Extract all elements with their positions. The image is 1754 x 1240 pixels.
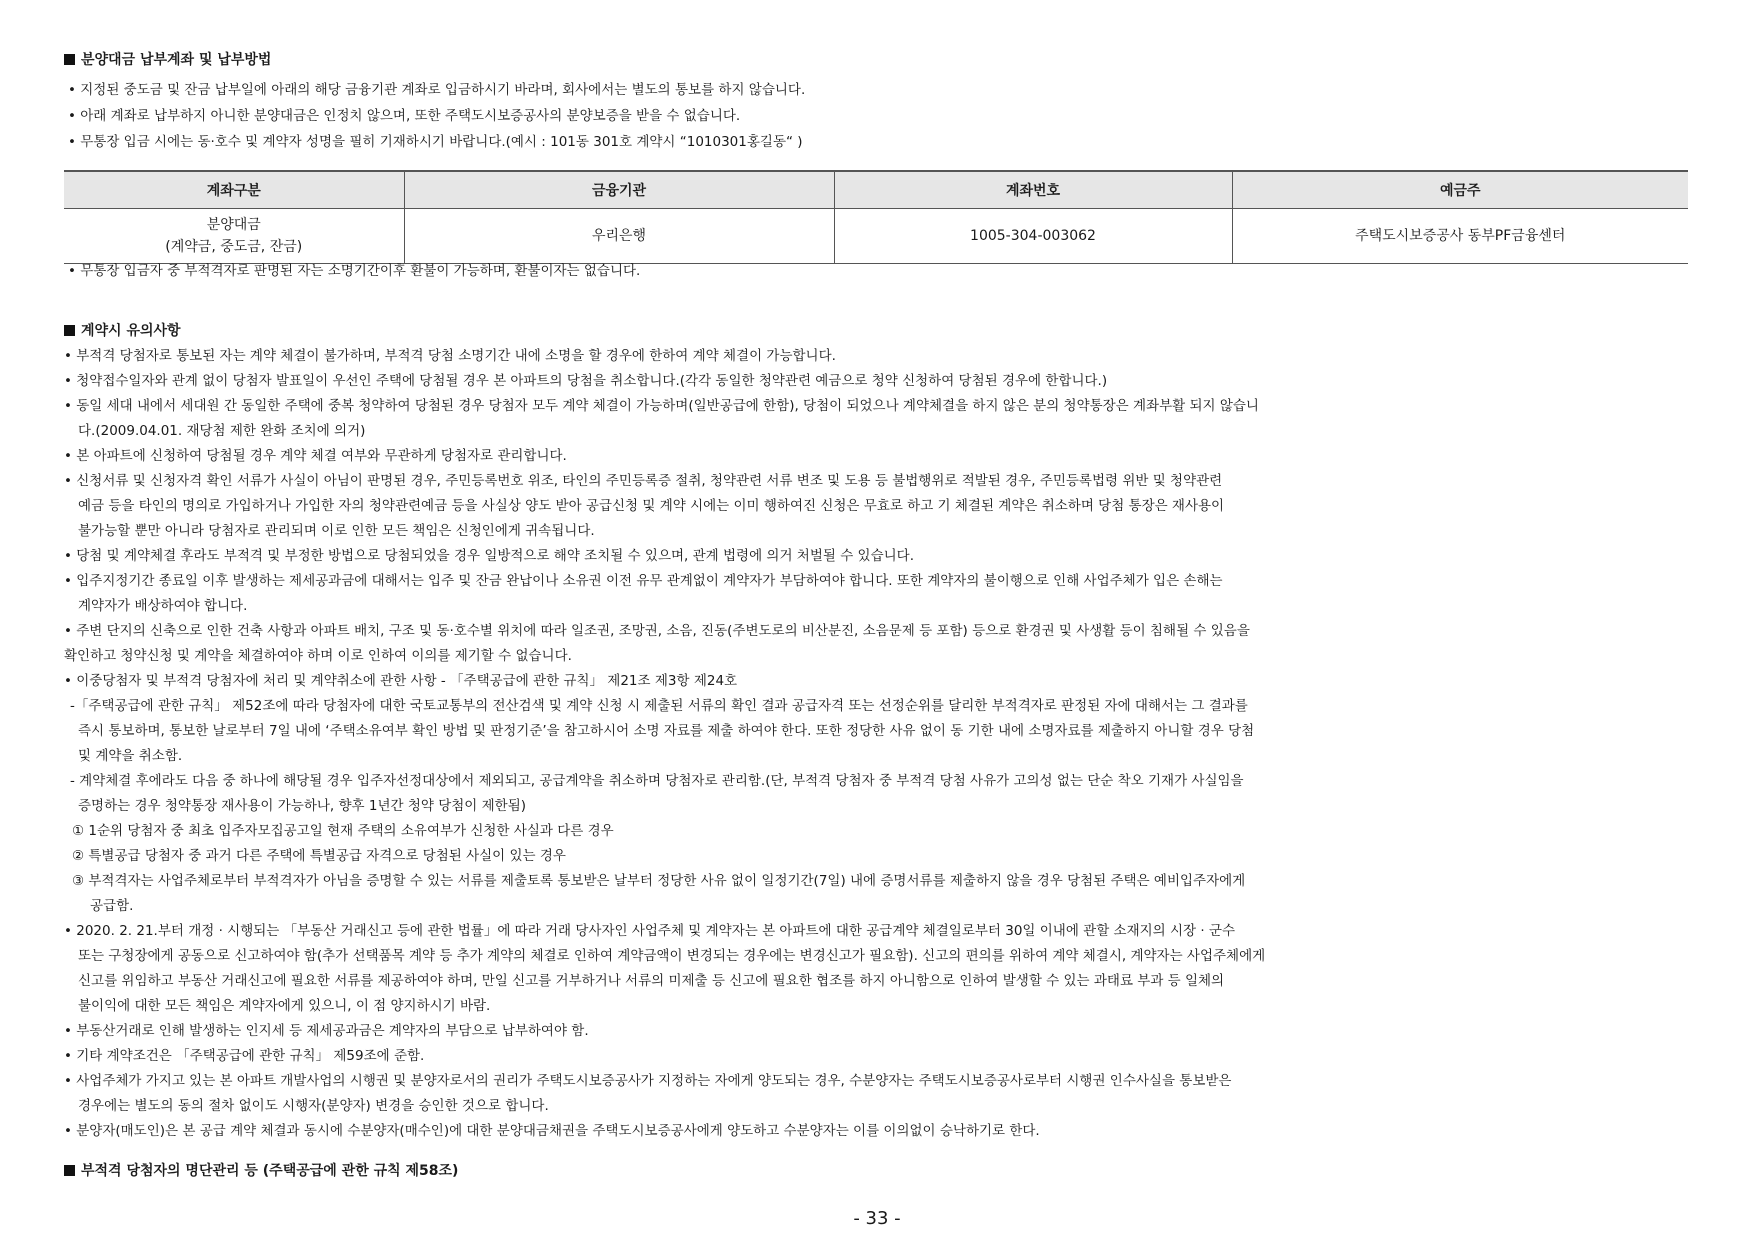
column-header: 금융기관	[404, 171, 834, 209]
account-number-cell: 1005-304-003062	[834, 209, 1232, 264]
bullet-line-continuation: 다.(2009.04.01. 재당첨 제한 완화 조치에 의거)	[78, 423, 366, 439]
dash-line-continuation: 증명하는 경우 청약통장 재사용이 가능하나, 향후 1년간 청약 당첨이 제한됨)	[78, 798, 526, 814]
bullet-line: • 아래 계좌로 납부하지 아니한 분양대금은 인정치 않으며, 또한 주택도시보증공사의 분양보증을 받을 수 없습니다.	[68, 108, 741, 124]
bullet-line: • 2020. 2. 21.부터 개정 · 시행되는 「부동산 거래신고 등에 관한 법률」에 따라 거래 당사자인 사업주체 및 계약자는 본 아파트에 대한 공급계약 체결일로부터 30일 이내에 관할 소재지의 시장 · 군수	[64, 923, 1236, 939]
dash-line-continuation: 즉시 통보하며, 통보한 날로부터 7일 내에 ‘주택소유여부 확인 방법 및 판정기준’을 참고하시어 소명 자료를 제출 하여야 한다. 또한 정당한 사유 없이 동 기한 내에 소명자료를 제출하지 아니할 경우 당첨	[78, 723, 1255, 739]
bullet-line: • 당첨 및 계약체결 후라도 부적격 및 부정한 방법으로 당첨되었을 경우 일방적으로 해약 조치될 수 있으며, 관계 법령에 의거 처벌될 수 있습니다.	[64, 548, 914, 564]
bullet-line: • 부동산거래로 인해 발생하는 인지세 등 제세공과금은 계약자의 부담으로 납부하여야 함.	[64, 1023, 589, 1039]
bank-cell: 우리은행	[404, 209, 834, 264]
account-type-cell	[64, 209, 404, 264]
table-row	[64, 209, 1688, 264]
dash-line: -「주택공급에 관한 규칙」 제52조에 따라 당첨자에 대한 국토교통부의 전산검색 및 계약 신청 시 제출된 서류의 확인 결과 공급자격 또는 선정순위를 달리한 부적격자로 판정된 자에 대해서는 그 결과를	[70, 698, 1248, 714]
section-heading-ineligible-winners	[64, 1162, 458, 1180]
section-heading-payment	[64, 51, 271, 69]
table-header-row	[64, 171, 1688, 209]
dash-line: - 계약체결 후에라도 다음 중 하나에 해당될 경우 입주자선정대상에서 제외되고, 공급계약을 취소하며 당첨자로 관리함.(단, 부적격 당첨자 중 부적격 당첨 사유가 고의성 없는 단순 착오 기재가 사실임을	[70, 773, 1244, 789]
account-holder-cell: 주택도시보증공사 동부PF금융센터	[1232, 209, 1688, 264]
bullet-line: • 이중당첨자 및 부적격 당첨자에 처리 및 계약취소에 관한 사항 - 「주택공급에 관한 규칙」 제21조 제3항 제24호	[64, 673, 738, 689]
bullet-line-continuation: 신고를 위임하고 부동산 거래신고에 필요한 서류를 제공하여야 하며, 만일 신고를 거부하거나 서류의 미제출 등 신고에 필요한 협조를 하지 아니함으로 인하여 발생할 수 있는 과태료 부과 등 일체의	[78, 973, 1225, 989]
numbered-item: ③ 부적격자는 사업주체로부터 부적격자가 아님을 증명할 수 있는 서류를 제출토록 통보받은 날부터 정당한 사유 없이 일정기간(7일) 내에 증명서류를 제출하지 않을 경우 당첨된 주택은 예비입주자에게	[72, 873, 1246, 889]
bullet-line: • 동일 세대 내에서 세대원 간 동일한 주택에 중복 청약하여 당첨된 경우 당첨자 모두 계약 체결이 가능하며(일반공급에 한함), 당첨이 되었으나 계약체결을 하지 않은 분의 청약통장은 계좌부활 되지 않습니	[64, 398, 1259, 414]
numbered-item-continuation: 공급함.	[90, 898, 134, 914]
bullet-line-continuation: 경우에는 별도의 동의 절차 없이도 시행자(분양자) 변경을 승인한 것으로 합니다.	[78, 1098, 549, 1114]
bullet-line-continuation: 확인하고 청약신청 및 계약을 체결하여야 하며 이로 인하여 이의를 제기할 수 없습니다.	[64, 648, 572, 664]
column-header: 예금주	[1232, 171, 1688, 209]
page-number: - 33 -	[853, 1208, 901, 1229]
bullet-line: • 주변 단지의 신축으로 인한 건축 사항과 아파트 배치, 구조 및 동·호수별 위치에 따라 일조권, 조망권, 소음, 진동(주변도로의 비산분진, 소음문제 등 포함) 등으로 환경권 및 사생활 등이 침해될 수 있음을	[64, 623, 1250, 639]
bullet-line-continuation: 불이익에 대한 모든 책임은 계약자에게 있으니, 이 점 양지하시기 바람.	[78, 998, 491, 1014]
section-heading-text: 계약시 유의사항	[81, 323, 181, 339]
bullet-line: • 사업주체가 가지고 있는 본 아파트 개발사업의 시행권 및 분양자로서의 권리가 주택도시보증공사가 지정하는 자에게 양도되는 경우, 수분양자는 주택도시보증공사로부터 시행권 인수사실을 통보받은	[64, 1073, 1232, 1089]
square-bullet-icon	[64, 1165, 75, 1176]
square-bullet-icon	[64, 54, 75, 65]
column-header: 계좌구분	[64, 171, 404, 209]
bullet-line-continuation: 계약자가 배상하여야 합니다.	[78, 598, 248, 614]
bullet-line: • 기타 계약조건은 「주택공급에 관한 규칙」 제59조에 준함.	[64, 1048, 425, 1064]
account-type-line: (계약금, 중도금, 잔금)	[165, 239, 303, 255]
bullet-line: • 청약접수일자와 관계 없이 당첨자 발표일이 우선인 주택에 당첨될 경우 본 아파트의 당첨을 취소합니다.(각각 동일한 청약관련 예금으로 청약 신청하여 당첨된 경우에 한합니다.)	[64, 373, 1108, 389]
bullet-line-continuation: 예금 등을 타인의 명의로 가입하거나 가입한 자의 청약관련예금 등을 사실상 양도 받아 공급신청 및 계약 시에는 이미 행하여진 신청은 무효로 하고 기 체결된 계약은 취소하며 당첨 통장은 재사용이	[78, 498, 1225, 514]
account-type-line: 분양대금	[206, 217, 261, 233]
square-bullet-icon	[64, 325, 75, 336]
section-heading-text: 분양대금 납부계좌 및 납부방법	[81, 52, 272, 68]
numbered-item: ① 1순위 당첨자 중 최초 입주자모집공고일 현재 주택의 소유여부가 신청한 사실과 다른 경우	[72, 823, 614, 839]
table-note: • 무통장 입금자 중 부적격자로 판명된 자는 소명기간이후 환불이 가능하며, 환불이자는 없습니다.	[68, 263, 641, 279]
payment-account-table	[64, 170, 1688, 264]
bullet-line: • 무통장 입금 시에는 동·호수 및 계약자 성명을 필히 기재하시기 바랍니다.(예시 : 101동 301호 계약시 “1010301홍길동“ )	[68, 134, 803, 150]
bullet-line: • 본 아파트에 신청하여 당첨될 경우 계약 체결 여부와 무관하게 당첨자로 관리합니다.	[64, 448, 567, 464]
section-heading-contract-notes	[64, 322, 181, 340]
bullet-line-continuation: 불가능할 뿐만 아니라 당첨자로 관리되며 이로 인한 모든 책임은 신청인에게 귀속됩니다.	[78, 523, 595, 539]
bullet-line: • 신청서류 및 신청자격 확인 서류가 사실이 아님이 판명된 경우, 주민등록번호 위조, 타인의 주민등록증 절취, 청약관련 서류 변조 및 도용 등 불법행위로 적발된 경우, 주민등록법령 위반 및 청약관련	[64, 473, 1223, 489]
bullet-line: • 부적격 당첨자로 통보된 자는 계약 체결이 불가하며, 부적격 당첨 소명기간 내에 소명을 할 경우에 한하여 계약 체결이 가능합니다.	[64, 348, 836, 364]
dash-line-continuation: 및 계약을 취소함.	[78, 748, 183, 764]
bullet-line-continuation: 또는 구청장에게 공동으로 신고하여야 함(추가 선택품목 계약 등 추가 계약의 체결로 인하여 계약금액이 변경되는 경우에는 변경신고가 필요함). 신고의 편의를 위하여 계약 체결시, 계약자는 사업주체에게	[78, 948, 1266, 964]
section-heading-text: 부적격 당첨자의 명단관리 등 (주택공급에 관한 규칙 제58조)	[81, 1163, 459, 1179]
bullet-line: • 분양자(매도인)은 본 공급 계약 체결과 동시에 수분양자(매수인)에 대한 분양대금채권을 주택도시보증공사에게 양도하고 수분양자는 이를 이의없이 승낙하기로 한다.	[64, 1123, 1040, 1139]
bullet-line: • 지정된 중도금 및 잔금 납부일에 아래의 해당 금융기관 계좌로 입금하시기 바라며, 회사에서는 별도의 통보를 하지 않습니다.	[68, 82, 806, 98]
column-header: 계좌번호	[834, 171, 1232, 209]
numbered-item: ② 특별공급 당첨자 중 과거 다른 주택에 특별공급 자격으로 당첨된 사실이 있는 경우	[72, 848, 566, 864]
bullet-line: • 입주지정기간 종료일 이후 발생하는 제세공과금에 대해서는 입주 및 잔금 완납이나 소유권 이전 유무 관계없이 계약자가 부담하여야 합니다. 또한 계약자의 불이행으로 인해 사업주체가 입은 손해는	[64, 573, 1223, 589]
